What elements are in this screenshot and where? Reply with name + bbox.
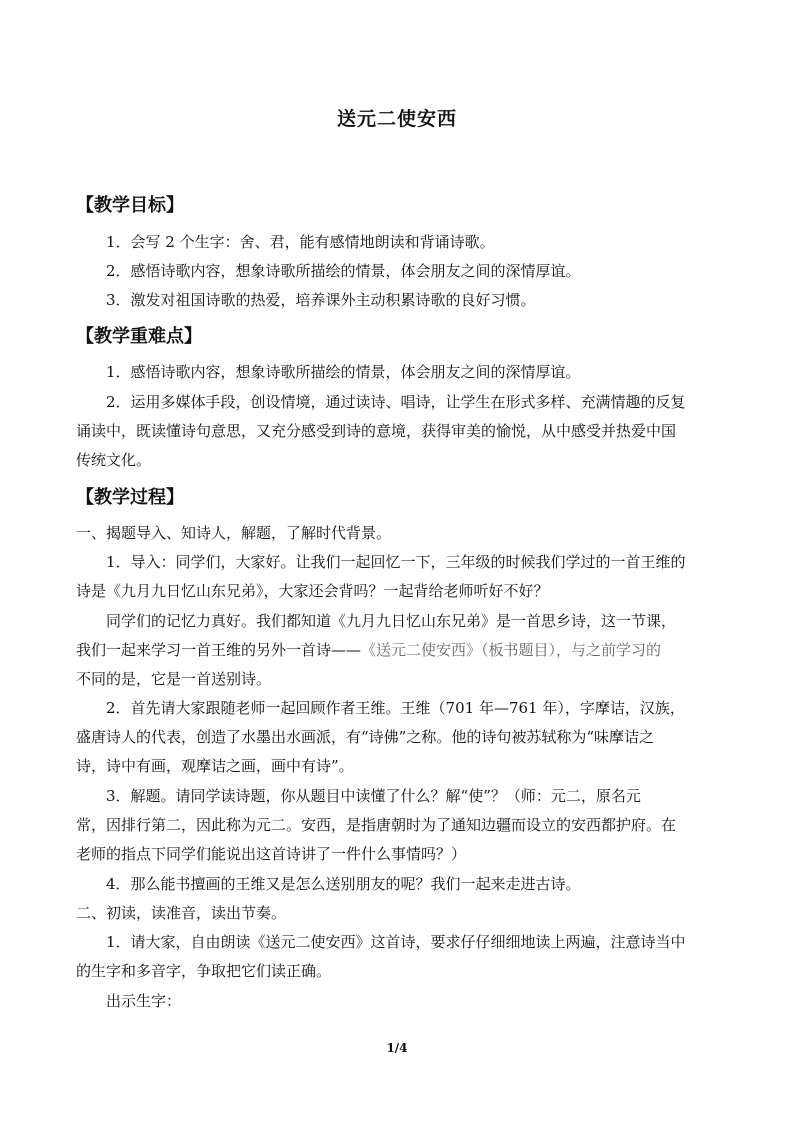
paragraph-memory-line-3: 不同的是，它是一首送别诗。 [76,670,272,688]
paragraph-reading-line-1: 1．请大家，自由朗读《送元二使安西》这首诗，要求仔仔细细地读上两遍，注意诗当中 [106,933,686,951]
section-heading-goals: 【教学目标】 [76,195,184,216]
key-point-2-line-1: 2．运用多媒体手段，创设情境，通过读诗、唱诗，让学生在形式多样、充满情趣的反复 [106,393,686,411]
paragraph-reading-line-2: 的生字和多音字，争取把它们读正确。 [76,962,332,980]
process-part-2-heading: 二、初读，读准音，读出节奏。 [76,904,287,922]
paragraph-author-line-1: 2．首先请大家跟随老师一起回顾作者王维。王维（701 年—761 年），字摩诘，汉族， [106,699,685,717]
document-title: 送元二使安西 [336,108,457,130]
key-point-2-line-2: 诵读中，既读懂诗句意思，又充分感受到诗的意境，获得审美的愉悦，从中感受并热爱中国 [76,422,677,440]
paragraph-memory-line-2-board-title: 《送元二使安西》（板书题目），与之前学习的 [361,641,662,659]
goal-item-2: 2．感悟诗歌内容，想象诗歌所描绘的情景，体会朋友之间的深情厚谊。 [106,262,581,280]
paragraph-title-line-3: 老师的指点下同学们能说出这首诗讲了一件什么事情吗？） [76,845,467,863]
process-part-1-heading: 一、揭题导入、知诗人，解题，了解时代背景。 [76,524,392,542]
paragraph-intro-line-2: 诗是《九月九日忆山东兄弟》，大家还会背吗？一起背给老师听好不好？ [76,582,549,600]
goal-item-3: 3．激发对祖国诗歌的热爱，培养课外主动积累诗歌的良好习惯。 [106,291,536,309]
paragraph-intro-line-1: 1．导入：同学们，大家好。让我们一起回忆一下，三年级的时候我们学过的一首王维的 [106,553,686,571]
page-number: 1/4 [386,1041,408,1055]
paragraph-memory-line-1: 同学们的记忆力真好。我们都知道《九月九日忆山东兄弟》是一首思乡诗，这一节课， [106,612,677,630]
paragraph-title-line-1: 3．解题。请同学读诗题，你从题目中读懂了什么？解“使”？（师：元二，原名元 [106,787,641,805]
paragraph-memory-line-2-text: 我们一起来学习一首王维的另外一首诗—— [76,641,362,659]
paragraph-memory-line-2 [76,640,720,660]
paragraph-title-line-2: 常，因排行第二，因此称为元二。安西，是指唐朝时为了通知边疆而设立的安西都护府。在 [76,816,677,834]
section-heading-key-points: 【教学重难点】 [76,326,202,347]
key-point-2-line-3: 传统文化。 [76,451,152,469]
paragraph-transition: 4．那么能书擅画的王维又是怎么送别朋友的呢？我们一起来走进古诗。 [106,875,581,893]
paragraph-author-line-2: 盛唐诗人的代表，创造了水墨出水画派，有“诗佛”之称。他的诗句被苏轼称为“味摩诘之 [76,728,655,746]
paragraph-new-characters: 出示生字： [106,992,182,1010]
paragraph-author-line-3: 诗，诗中有画，观摩诘之画，画中有诗”。 [76,757,354,775]
key-point-1: 1．感悟诗歌内容，想象诗歌所描绘的情景，体会朋友之间的深情厚谊。 [106,363,581,381]
section-heading-process: 【教学过程】 [76,487,184,508]
goal-item-1: 1．会写 2 个生字：舍、君，能有感情地朗读和背诵诗歌。 [106,233,495,251]
